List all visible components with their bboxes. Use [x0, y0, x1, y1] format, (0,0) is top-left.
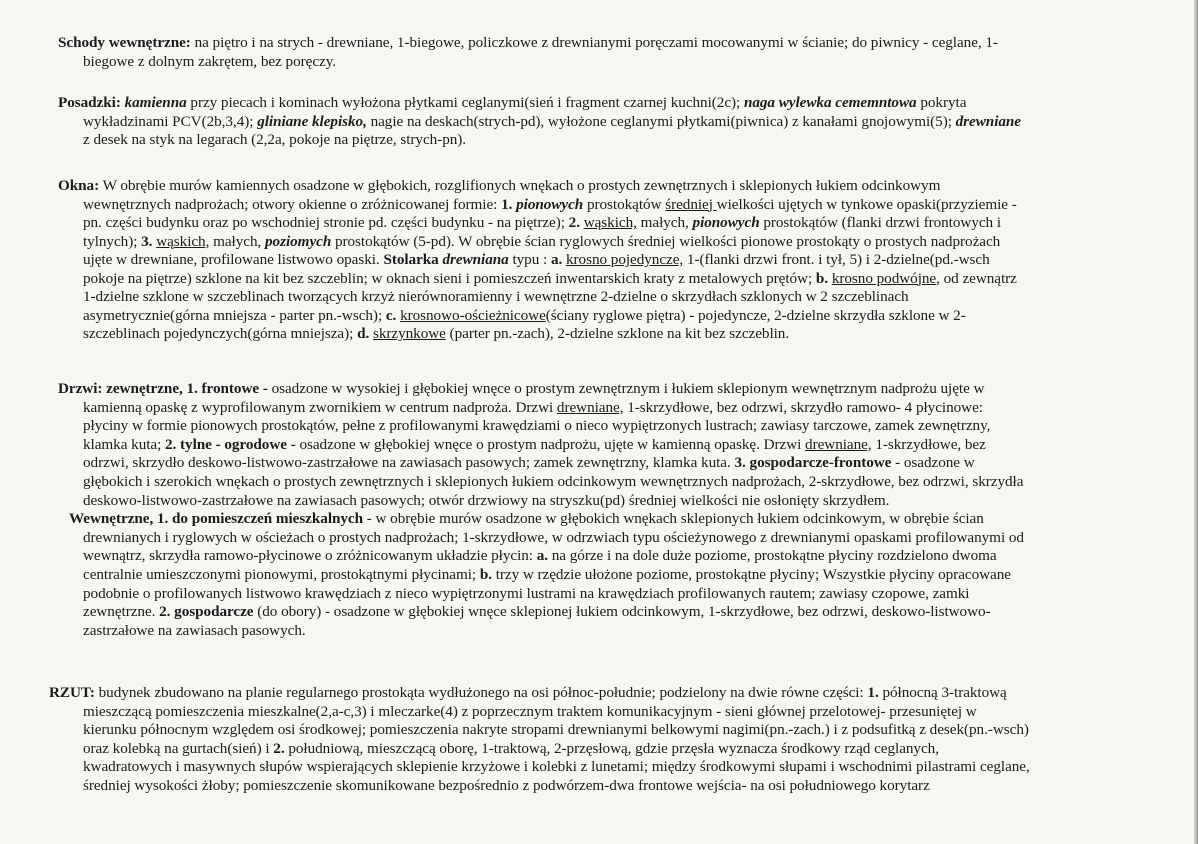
- text-run: pokoje na piętrze) szklone na kit bez szczeblin; w oknach sieni i pomieszczeń inwentarskich kraty z metalowych prętów;: [83, 269, 816, 287]
- text-line: [83, 703, 977, 721]
- text-run: wykładzinami PCV(2b,3,4);: [83, 112, 258, 130]
- text-run: pionowych: [692, 214, 760, 231]
- text-run: biegowe z dolnym zakrętem, bez poręczy.: [83, 52, 337, 70]
- text-run: drewniane,: [556, 398, 624, 416]
- text-run: typu :: [508, 251, 551, 268]
- text-line: [83, 325, 789, 343]
- text-run: klamka kuta;: [83, 435, 166, 453]
- text-run: 1-dzielne szklone w szczeblinach tworzących krzyż nierównoramienny i wewnętrzne 2-dzielne o skrzydłach szklonych w 2 szczeblinach: [83, 288, 909, 305]
- text-run: 1-skrzydłowe, bez: [871, 435, 986, 453]
- text-run: krosno podwójne: [831, 269, 937, 287]
- text-run: drewniane,: [805, 435, 872, 453]
- text-run: prostokątów (5-pd). W obrębie ścian ryglowych średniej wielkości pionowe prostokąty o prostych nadprożach: [331, 232, 1001, 250]
- text-run: 3.: [141, 232, 153, 250]
- text-line: [83, 529, 1024, 547]
- text-line: [83, 547, 997, 565]
- text-run: zastrzałowe na zawiasach pasowych.: [83, 621, 306, 639]
- text-run: małych,: [209, 232, 266, 250]
- text-run: d.: [357, 325, 370, 342]
- text-line: [83, 436, 986, 454]
- text-run: mieszczącą pomieszczenia mieszkalne(2,a-c,3) i mleczarke(4) z poprzecznym traktem komunikacyjnym - sieni głównej przelotowej- przesuniętej w: [83, 702, 977, 720]
- text-run: 1-skrzydłowe, bez odrzwi, skrzydło ramowo- 4 płycinowe:: [623, 398, 983, 416]
- text-run: krosno pojedyncze,: [565, 251, 684, 268]
- text-run: osadzone w wysokiej i głębokiej wnęce o prostym zewnętrznym i łukiem sklepionym wewnętrznym nadprożu ujęte w: [267, 380, 985, 397]
- text-run: deskowo-listwowo-zastrzałowe na zawiasach pasowych; otwór drzwiowy na stryszku(pd) średniej wielkości nie osłonięty skrzydłem.: [83, 491, 890, 509]
- text-run: 1-(flanki drzwi front. i tył, 5) i 2-dzielne(pd.-wsch: [683, 251, 990, 268]
- text-run: wąskich,: [156, 232, 210, 250]
- text-run: wąskich,: [583, 214, 637, 231]
- text-run: (parter pn.-zach), 2-dzielne szklone na kit bez szczeblin.: [445, 325, 790, 342]
- text-run: prostokątów (flanki drzwi frontowych i: [759, 214, 1002, 231]
- text-run: budynek zbudowano na planie regularnego prostokąta wydłużonego na osi północ-południe; podzielony na dwie równe części:: [94, 684, 868, 701]
- text-run: Stolarka: [383, 251, 439, 268]
- text-run: tylnych);: [83, 232, 142, 250]
- text-run: południową, mieszczącą oborę, 1-traktową, 2-przęsłową, gdzie przęsła wyznacza środkowy rząd ceglanych,: [284, 739, 939, 757]
- text-run: poziomych: [265, 232, 332, 250]
- text-run: osadzone w głębokiej wnęce o prostym nadprożu, ujęte w kamienną opaskę. Drzwi: [295, 435, 806, 453]
- text-line: [83, 417, 990, 435]
- text-run: 2. gospodarcze: [159, 603, 254, 621]
- text-line: [83, 622, 306, 640]
- text-run: b.: [815, 269, 829, 287]
- text-run: drewniana: [442, 251, 509, 268]
- text-line: [58, 177, 940, 195]
- text-run: (do obory) - osadzone w głębokiej wnęce sklepionej łukiem odcinkowym, 1-skrzydłowe, bez odrzwi, deskowo-listwowo-: [253, 603, 991, 621]
- text-run: - w obrębie murów osadzone w głębokich wnękach sklepionych łukiem odcinkowym, w obrębie ścian: [363, 510, 984, 528]
- text-run: centralnie umieszczonymi pionowymi, prostokątnymi płycinami;: [83, 566, 480, 583]
- text-run: (ściany ryglowe piętra) - pojedyncze, 2-dzielne skrzydła szklone w 2-: [545, 306, 966, 324]
- text-run: a.: [536, 547, 549, 565]
- text-run: Okna:: [58, 177, 100, 194]
- text-run: kamienną opaskę z wyprofilowanym zwornikiem w centrum nadproża. Drzwi: [83, 398, 557, 416]
- text-run: Wewnętrzne, 1. do pomieszczeń mieszkalnych: [69, 510, 364, 528]
- text-line: [83, 53, 336, 71]
- text-line: [83, 196, 1017, 214]
- text-line: [83, 288, 909, 306]
- text-line: [83, 758, 1030, 776]
- text-line: [49, 684, 1007, 702]
- text-run: naga wylewka cememntowa: [743, 94, 917, 111]
- text-run: 2.: [568, 214, 580, 231]
- text-run: kwadratowych i masywnych słupów wspierających sklepienie krzyżowe i kolebki z lunetami; między środkowymi słupami i wschodnimi pilastrami ceglane,: [83, 758, 1030, 775]
- text-run: oraz kolebką na gurtach(sień) i: [83, 739, 274, 757]
- text-run: Posadzki:: [58, 94, 121, 111]
- text-run: małych,: [636, 214, 693, 231]
- text-run: drewniane: [955, 112, 1021, 130]
- text-line: [83, 721, 1029, 739]
- text-run: a.: [550, 251, 563, 268]
- text-run: - osadzone w: [891, 454, 975, 472]
- text-run: głębokich i szerokich wnękach o prostych zewnętrznych i sklepionych łukiem odcinkowym wewnętrznych nadprożach, 2-skrzydłowe, bez odrzwi, skrzydła: [83, 473, 1024, 490]
- text-line: [83, 473, 1023, 491]
- text-line: [83, 233, 1000, 251]
- text-line: [83, 113, 1021, 131]
- text-run: , od zewnątrz: [936, 269, 1017, 287]
- text-line: [58, 34, 998, 52]
- text-run: 2.: [273, 739, 285, 757]
- text-run: b.: [479, 566, 492, 583]
- text-line: [83, 251, 990, 269]
- text-run: przy piecach i kominach wyłożona płytkami ceglanymi(sień i fragment czarnej kuchni(2c);: [186, 94, 744, 111]
- text-run: zewnętrzne.: [83, 603, 160, 621]
- text-run: wewnątrz, skrzydła ramowo-płycinowe o zróżnicowanym układzie płycin:: [83, 547, 537, 565]
- text-run: 3. gospodarcze-frontowe: [734, 454, 892, 472]
- text-run: średniej wysokości żłoby; pomieszczenie skomunikowane bezpośrednio z podwórzem-dwa frontowe wejścia- na osi południowego korytarz: [83, 776, 930, 794]
- text-run: gliniane klepisko,: [257, 112, 367, 130]
- text-run: asymetrycznie(górna mniejsza - parter pn.-wsch);: [83, 306, 386, 324]
- text-run: na górze i na dole duże poziome, prostokątne płyciny rozdzielono dwoma: [548, 547, 997, 565]
- text-run: kamienna: [124, 94, 187, 111]
- text-run: odrzwi, skrzydło deskowo-listwowo-zastrzałowe na zawiasach pasowych; zamek zewnętrzny, klamka kuta.: [83, 454, 735, 472]
- text-run: Schody wewnętrzne:: [58, 34, 191, 51]
- text-run: 1.: [501, 195, 513, 213]
- text-run: szczeblinach pojedynczych(górna mniejsza);: [83, 325, 358, 342]
- text-run: średniej: [665, 195, 717, 213]
- text-run: Drzwi: zewnętrzne, 1. frontowe -: [58, 380, 268, 397]
- text-line: [83, 492, 889, 510]
- text-run: płyciny w formie pionowych prostokątów, pełne z profilowanymi krawędziami o nieco wypiętrzonych lustrach; zawiasy tarczowe, zamek zewnętrzny,: [83, 417, 991, 435]
- text-line: [83, 454, 975, 472]
- text-run: ujęte w drewniane, profilowane listwowo opaski.: [83, 251, 384, 268]
- text-line: [58, 94, 966, 112]
- text-line: [83, 131, 466, 149]
- text-line: [83, 399, 983, 417]
- text-line: [83, 603, 991, 621]
- text-run: kierunku północnym względem osi środkowej; pomieszczenia nakryte stropami drewnianymi belkowymi nagimi(pn.-zach.) i z podsufitką z desek(pn.-wsch): [83, 721, 1029, 738]
- text-line: [83, 585, 969, 603]
- text-line: [83, 566, 1011, 584]
- text-line: [83, 270, 1017, 288]
- text-run: pn. części budynku oraz po wschodniej stronie pd. części budynku - na piętrze);: [83, 214, 569, 231]
- text-line: [58, 380, 984, 398]
- text-line: [83, 307, 966, 325]
- text-line: [83, 777, 930, 795]
- text-line: [83, 214, 1001, 232]
- text-run: W obrębie murów kamiennych osadzone w głębokich, rozglifionych wnękach o prostych zewnętrznych i sklepionych łukiem odcinkowym: [99, 177, 941, 194]
- text-run: 1.: [867, 684, 879, 701]
- text-run: północną 3-traktową: [878, 684, 1007, 701]
- text-run: pokryta: [916, 94, 967, 111]
- text-run: drewnianych i ryglowych w ościeżach o prostych nadprożach; 1-skrzydłowe, w odrzwiach typu ościeżynowego z drewnianymi opaskami profilowanymi od: [83, 528, 1024, 546]
- text-run: RZUT:: [49, 684, 95, 701]
- text-run: c.: [385, 306, 397, 324]
- scan-edge: [1194, 0, 1198, 844]
- text-run: skrzynkowe: [372, 325, 446, 342]
- text-run: 2. tylne - ogrodowe -: [165, 435, 296, 453]
- text-run: krosnowo-ościeżnicowe: [400, 306, 546, 324]
- text-run: prostokątów: [583, 195, 666, 213]
- text-run: na piętro i na strych - drewniane, 1-biegowe, policzkowe z drewnianymi poręczami mocowanymi w ścianie; do piwnicy - ceglane, 1-: [190, 34, 998, 51]
- text-run: wewnętrznych nadprożach; otwory okienne o zróżnicowanej formie:: [83, 195, 502, 213]
- text-run: pionowych: [516, 195, 584, 213]
- text-run: wielkości ujętych w tynkowe opaski(przyziemie -: [716, 195, 1017, 213]
- text-line: [83, 740, 939, 758]
- text-run: podobnie o profilowanych listwowo krawędziach z nieco wypiętrzonymi lustrami na krawędziach profilowanych rautem; zawiasy czopowe, zamki: [83, 584, 970, 602]
- text-run: trzy w rzędzie ułożone poziome, prostokątne płyciny; Wszystkie płyciny opracowane: [491, 566, 1011, 583]
- text-line: [69, 510, 984, 528]
- text-run: z desek na styk na legarach (2,2a, pokoje na piętrze, strych-pn).: [83, 131, 467, 148]
- text-run: nagie na deskach(strych-pd), wyłożone ceglanymi płytkami(piwnica) z kanałami gnojowymi(5);: [366, 112, 956, 130]
